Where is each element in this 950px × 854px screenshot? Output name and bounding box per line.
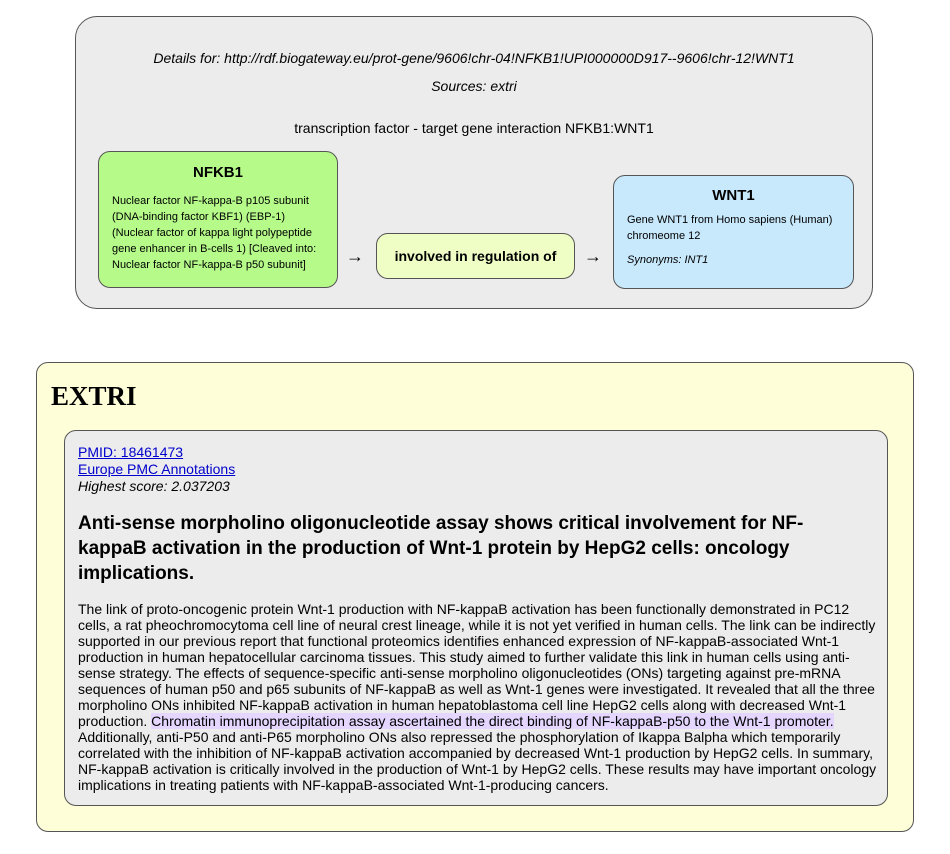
- interaction-title: transcription factor - target gene interaction NFKB1:WNT1: [294, 120, 654, 136]
- target-node-title: WNT1: [712, 187, 755, 204]
- target-node-synonyms: Synonyms: INT1: [627, 254, 709, 266]
- paper-card: [64, 430, 888, 806]
- paper-abstract: [78, 601, 878, 793]
- extri-heading: EXTRI: [51, 381, 137, 411]
- source-node-nfkb1[interactable]: [98, 151, 338, 288]
- relation-node[interactable]: [376, 233, 575, 279]
- target-node-wnt1[interactable]: [613, 175, 854, 289]
- abstract-text: The link of proto-oncogenic protein Wnt-1 production with NF-kappaB activation has been functionally demonstrated in PC12 cells, a rat pheochromocytoma cell line of neural crest lineage, while it is not yet verified in human cells. The link can be indirectly supported in our previous report that functional proteomics identifies enhanced expression of NF-kappaB-associated Wnt-1 production in human hepatocellular carcinoma tissues. This study aimed to further validate this link in human cells using anti-sense strategy. The effects of sequence-specific anti-sense morpholino oligonucleotides (ONs) targeting against pre-mRNA sequences of human p50 and p65 subunits of NF-kappaB as well as Wnt-1 genes were investigated. It revealed that all the three morpholino ONs inhibited NF-kappaB activation in human hepatoblastoma cell line HepG2 cells along with decreased Wnt-1 production.: [78, 601, 876, 729]
- abstract-highlight: Chromatin immunoprecipitation assay ascertained the direct binding of NF-kappaB-p50 to the Wnt-1 promoter.: [151, 713, 834, 729]
- extri-panel: [36, 362, 914, 832]
- highest-score: Highest score: 2.037203: [78, 478, 230, 494]
- paper-title: Anti-sense morpholino oligonucleotide assay shows critical involvement for NF-kappaB activation in the production of Wnt-1 protein by HepG2 cells: oncology implications.: [78, 513, 804, 584]
- sources-label: Sources: extri: [431, 78, 517, 94]
- details-panel: [75, 16, 873, 309]
- pmid-link[interactable]: PMID: 18461473: [78, 444, 184, 460]
- source-node-description: Nuclear factor NF-kappa-B p105 subunit (DNA-binding factor KBF1) (EBP-1) (Nuclear factor of kappa light polypeptide gene enhancer in B-cells 1) [Cleaved into: Nuclear factor NF-kappa-B p50 subunit]: [112, 195, 317, 271]
- arrow-right-icon: →: [584, 246, 602, 266]
- abstract-text: Additionally, anti-P50 and anti-P65 morpholino ONs also repressed the phosphorylation of Ikappa Balpha which temporarily correlated with the inhibition of NF-kappaB activation accompanied by decreased Wnt-1 production by HepG2 cells. In summary, NF-kappaB activation is critically involved in the production of Wnt-1 by HepG2 cells. These results may have important oncology implications in treating patients with NF-kappaB-associated Wnt-1-producing cancers.: [78, 729, 877, 793]
- details-header: Details for: http://rdf.biogateway.eu/prot-gene/9606!chr-04!NFKB1!UPI000000D917--9606!chr-12!WNT1: [153, 50, 795, 66]
- arrow-right-icon: →: [346, 246, 364, 266]
- source-node-title: NFKB1: [192, 164, 243, 181]
- target-node-description: Gene WNT1 from Homo sapiens (Human) chromeome 12: [627, 214, 833, 242]
- relation-label: involved in regulation of: [394, 248, 557, 264]
- europe-pmc-annotations-link[interactable]: Europe PMC Annotations: [78, 461, 236, 477]
